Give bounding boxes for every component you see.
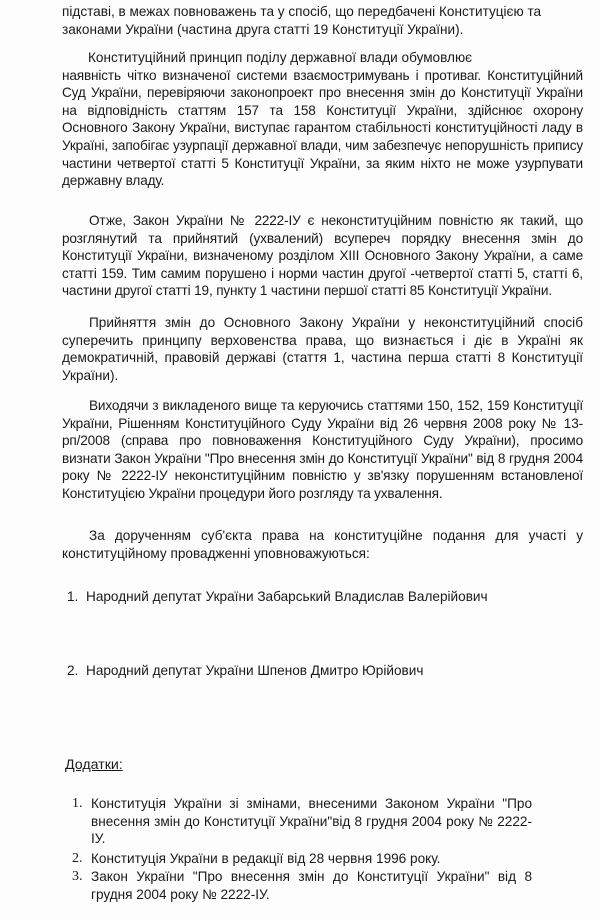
appendix-item-1 [72, 795, 532, 848]
representative-2-number: 2. [67, 663, 79, 678]
appendix-item-1-text: Конституція України зі змінами, внесеними Законом України "Про внесення змін до Конституції України"від 8 грудня 2004 року № 2222-ІУ. [91, 796, 532, 847]
paragraph-unconstitutional-law: Отже, Закон України № 2222-ІУ є неконституційним повністю як такий, що розглянутий та прийнятий (ухвалений) всупереч порядку внесення змін до Конституції України, визначеному розділом XIII Основного Закону України, а саме статті 159. Тим самим порушено і норми частин другої -четвертої статті 5, статті 6, частини другої статті 19, пункту 1 частини першої статті 85 Конституції України. [62, 213, 583, 299]
representative-1-number: 1. [67, 589, 79, 604]
appendix-item-2 [72, 850, 542, 868]
representative-1 [67, 588, 567, 606]
representative-2 [67, 662, 567, 680]
top-line-2: законами України (частина друга статті 19 Конституції України). [62, 22, 464, 37]
top-line-1: підставі, в межах повноважень та у спосіб, що передбачені Конституцією та [62, 4, 542, 19]
appendix-heading: Додатки: [65, 757, 123, 773]
paragraph-authorization: За дорученням суб'єкта права на конституційне подання для участі у конституційному провадженні уповноважуються: [62, 528, 583, 561]
paragraph-separation-of-powers [62, 49, 583, 190]
representative-2-name: Народний депутат України Шпенов Дмитро Юрійович [86, 663, 424, 678]
representative-1-name: Народний депутат України Забарський Владислав Валерійович [86, 589, 488, 604]
appendix-item-3-number: 3. [72, 869, 83, 884]
appendix-item-3-text: Закон України "Про внесення змін до Конституції України" від 8 грудня 2004 року № 2222-ІУ. [91, 869, 532, 902]
paragraph-1-first-line: Конституційний принцип поділу державної влади обумовлює [88, 50, 473, 65]
paragraph-request: Виходячи з викладеного вище та керуючись статтями 150, 152, 159 Конституції України, Рішенням Конституційного Суду України від 26 червня 2008 року № 13-рп/2008 (справа про повноваження Конституційного Суду України), просимо визнати Закон України "Про внесення змін до Конституції України" від 8 грудня 2004 року № 2222-ІУ неконституційним повністю у зв'язку порушенням встановленої Конституцією України процедури його розгляду та ухвалення. [62, 398, 583, 501]
paragraph-1-body: наявність чітко визначеної системи взаємостримувань і противаг. Конституційний Суд України, перевіряючи законопроект про внесення змін до Конституції України на відповідність статтям 157 та 158 Конституції України, здійснює охорону Основного Закону України, виступає гарантом стабільності конституційності ладу в Україні, запобігає узурпації державної влади, чим забезпечує непорушність припису частини четвертої статті 5 Конституції України, за яким ніхто не може узурпувати державну владу. [62, 67, 583, 189]
appendix-item-1-number: 1. [72, 796, 83, 811]
paragraph-rule-of-law: Прийняття змін до Основного Закону України у неконституційний спосіб суперечить принципу верховенства права, що визнається і діє в Україні як демократичній, правовій державі (стаття 1, частина перша статті 8 Конституції України). [62, 315, 583, 383]
appendix-item-2-text: Конституція України в редакції від 28 червня 1996 року. [91, 851, 441, 866]
appendix-item-2-number: 2. [72, 851, 83, 866]
appendix-item-3 [72, 868, 532, 903]
